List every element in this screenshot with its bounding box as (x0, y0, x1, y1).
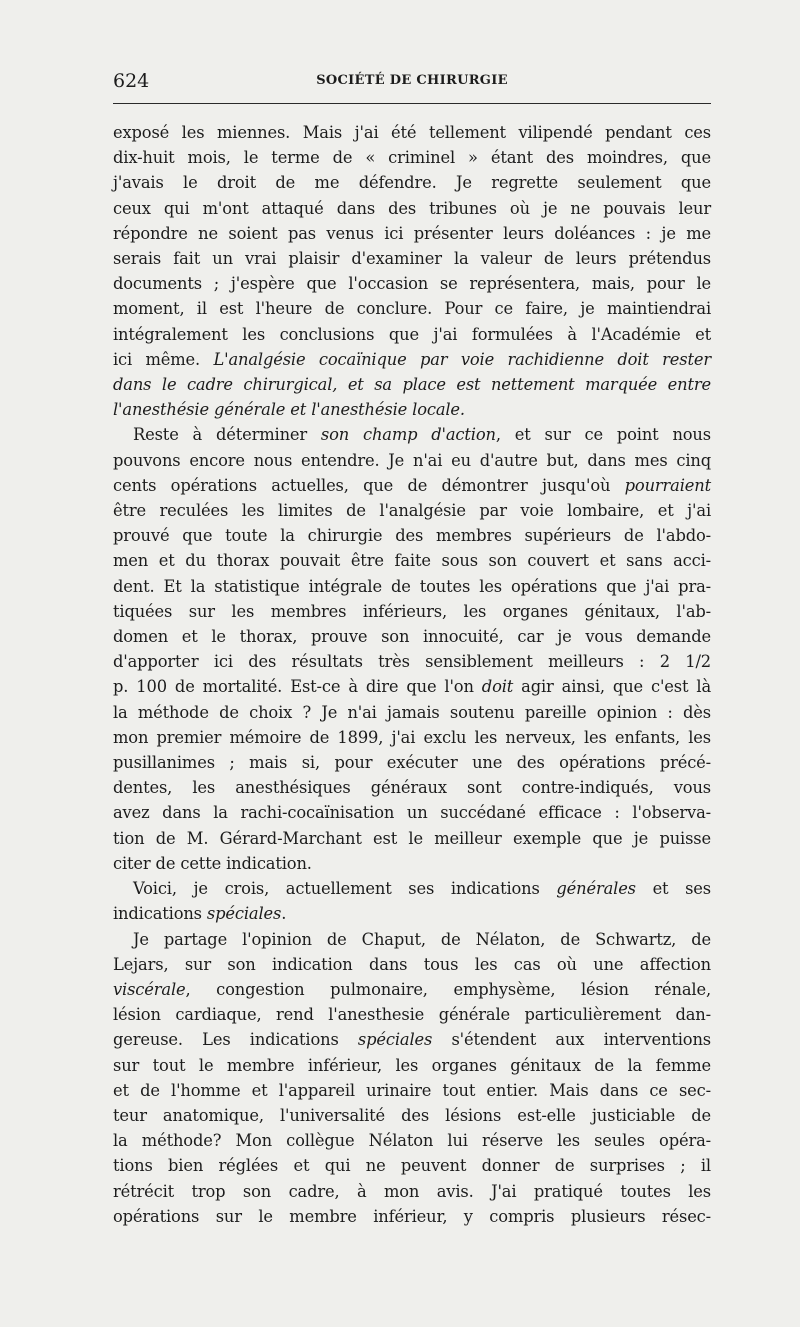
text-line-mixed (113, 473, 711, 498)
text-run: , et sur ce point nous (495, 425, 711, 445)
text-run: ici même. (113, 349, 214, 369)
text-line-mixed (113, 901, 711, 926)
text-line: tiquées sur les membres inférieurs, les organes génitaux, l'ab- (113, 601, 711, 621)
text-line: j'avais le droit de me défendre. Je regrette seulement que (113, 173, 711, 193)
text-line: dent. Et la statistique intégrale de toutes les opérations que j'ai pra- (113, 576, 711, 596)
text-line: sur tout le membre inférieur, les organes génitaux de la femme (113, 1055, 711, 1075)
text-run: agir ainsi, que c'est là (513, 677, 711, 697)
text-line: pouvons encore nous entendre. Je n'ai eu d'autre but, dans mes cinq (113, 450, 711, 470)
text-line: être reculées les limites de l'analgésie par voie lombaire, et j'ai (113, 501, 711, 521)
text-line: dentes, les anesthésiques généraux sont contre-indiqués, vous (113, 778, 711, 798)
italic-run: dans le cadre chirurgical, et sa place est nettement marquée entre (113, 375, 711, 395)
text-line: dix-huit mois, le terme de « criminel » étant des moindres, que (113, 148, 711, 168)
text-line-mixed (113, 422, 711, 447)
paragraph-3 (113, 876, 711, 926)
text-run: et ses (635, 879, 711, 899)
text-line: prouvé que toute la chirurgie des membres supérieurs de l'abdo- (113, 526, 711, 546)
text-line: intégralement les conclusions que j'ai formulées à l'Académie et (113, 324, 711, 344)
text-line: répondre ne soient pas venus ici présenter leurs doléances : je me (113, 223, 711, 243)
text-line-mixed (113, 347, 711, 372)
italic-run: spéciales (206, 904, 282, 924)
paragraph-4 (113, 927, 711, 1229)
text-run: Reste à déterminer (133, 425, 321, 445)
text-line: la méthode de choix ? Je n'ai jamais soutenu pareille opinion : dès (113, 702, 711, 722)
page-header (113, 70, 711, 92)
text-line: et de l'homme et l'appareil urinaire tout entier. Mais dans ce sec- (113, 1080, 711, 1100)
text-line: rétrécit trop son cadre, à mon avis. J'ai pratiqué toutes les (113, 1181, 711, 1201)
text-line-mixed (113, 674, 711, 699)
text-run: , congestion pulmonaire, emphysème, lésion rénale, (185, 979, 711, 999)
text-line: tion de M. Gérard-Marchant est le meilleur exemple que je puisse (113, 828, 711, 848)
text-line: ceux qui m'ont attaqué dans des tribunes où je ne pouvais leur (113, 198, 711, 218)
text-run: s'étendent aux interventions (432, 1030, 711, 1050)
paragraph-1 (113, 120, 711, 422)
text-line: pusillanimes ; mais si, pour exécuter une des opérations précé- (113, 753, 711, 773)
text-run: p. 100 de mortalité. Est-ce à dire que l'on (113, 677, 482, 697)
text-line: lésion cardiaque, rend l'anesthesie générale particulièrement dan- (113, 1005, 711, 1025)
text-line: Lejars, sur son indication dans tous les cas où une affection (113, 954, 711, 974)
text-line: serais fait un vrai plaisir d'examiner la valeur de leurs prétendus (113, 249, 711, 269)
text-line: opérations sur le membre inférieur, y compris plusieurs résec- (113, 1206, 711, 1226)
text-line-italic (113, 372, 711, 397)
text-line-italic (113, 397, 711, 422)
text-line-mixed (113, 1027, 711, 1052)
text-line: Je partage l'opinion de Chaput, de Nélaton, de Schwartz, de (133, 929, 711, 949)
text-line: la méthode? Mon collègue Nélaton lui réserve les seules opéra- (113, 1131, 711, 1151)
text-run: cents opérations actuelles, que de démontrer jusqu'où (113, 475, 625, 495)
text-line: d'apporter ici des résultats très sensiblement meilleurs : 2 1/2 (113, 652, 711, 672)
italic-run: spéciales (357, 1030, 433, 1050)
text-line: moment, il est l'heure de conclure. Pour ce faire, je maintiendrai (113, 299, 711, 319)
text-line: men et du thorax pouvait être faite sous son couvert et sans acci- (113, 551, 711, 571)
text-line: citer de cette indication. (113, 853, 312, 873)
text-run: Voici, je crois, actuellement ses indications (133, 879, 557, 899)
text-run: indications (113, 904, 207, 924)
paragraph-2 (113, 422, 711, 876)
text-line: domen et le thorax, prouve son innocuité, car je vous demande (113, 627, 711, 647)
page-number: 624 (113, 70, 150, 92)
text-line-mixed (113, 876, 711, 901)
text-line: exposé les miennes. Mais j'ai été tellement vilipendé pendant ces (113, 123, 711, 142)
text-line: teur anatomique, l'universalité des lésions est-elle justiciable de (113, 1105, 711, 1125)
running-head: SOCIÉTÉ DE CHIRURGIE (316, 73, 508, 88)
italic-run: générales (556, 879, 636, 899)
text-line: mon premier mémoire de 1899, j'ai exclu les nerveux, les enfants, les (113, 727, 711, 747)
text-run: gereuse. Les indications (113, 1030, 358, 1050)
text-run: . (281, 904, 287, 924)
italic-run: viscérale (113, 979, 186, 999)
italic-run: doit (481, 677, 514, 697)
italic-run: pourraient (624, 475, 711, 495)
header-rule (113, 103, 711, 104)
text-line-mixed (113, 977, 711, 1002)
text-line: documents ; j'espère que l'occasion se représentera, mais, pour le (113, 274, 711, 294)
body-text (113, 120, 711, 1229)
italic-run: son champ d'action (320, 425, 496, 445)
italic-run: L'analgésie cocaïnique par voie rachidienne doit rester (213, 349, 711, 369)
italic-run: l'anesthésie générale et l'anesthésie locale. (113, 400, 465, 420)
text-line: tions bien réglées et qui ne peuvent donner de surprises ; il (113, 1156, 711, 1176)
text-line: avez dans la rachi-cocaïnisation un succédané efficace : l'observa- (113, 803, 711, 823)
